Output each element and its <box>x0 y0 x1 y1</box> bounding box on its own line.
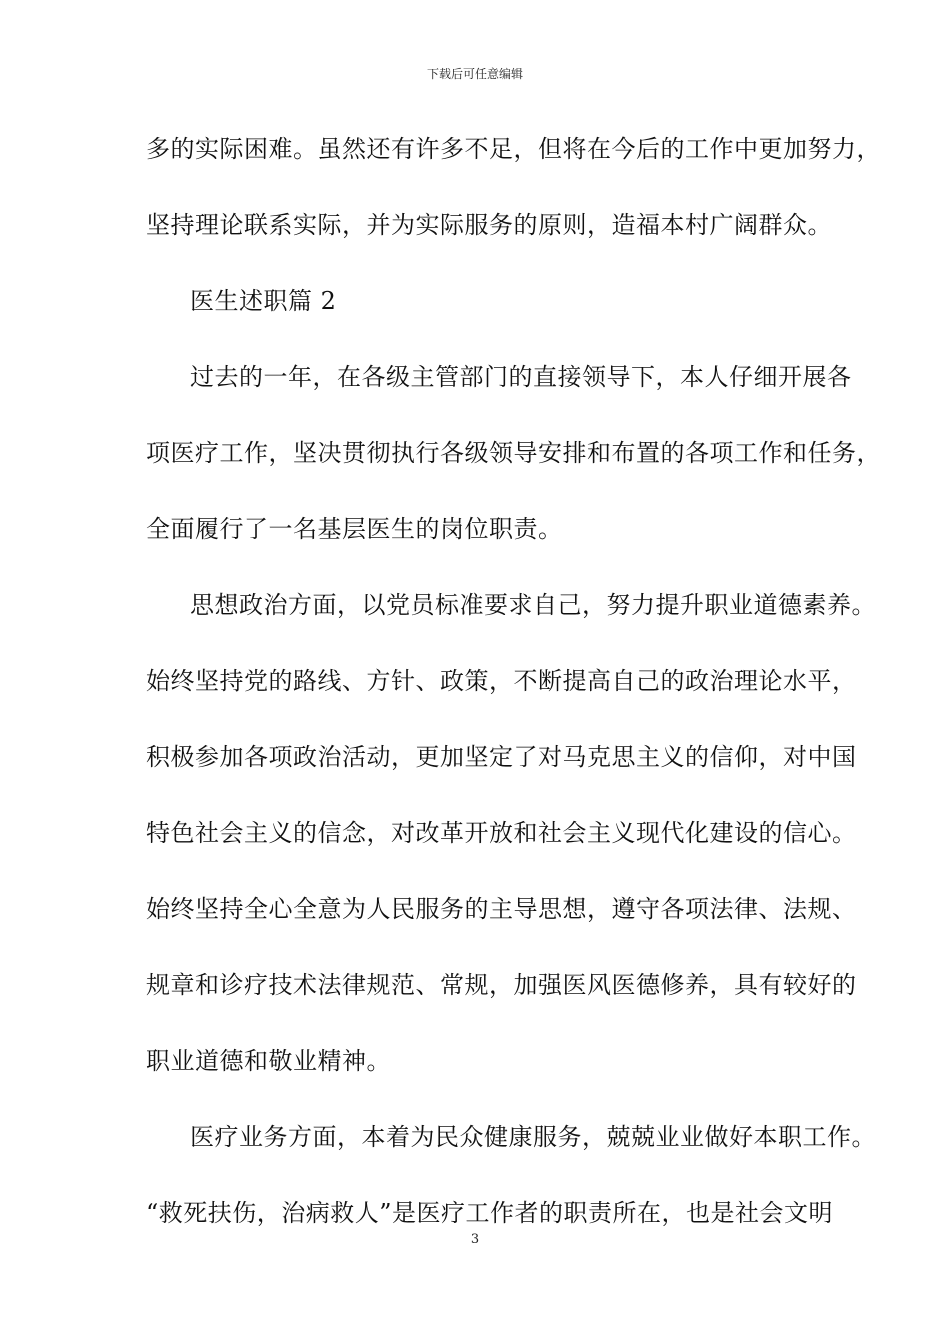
body-line: 多的实际困难。虽然还有许多不足，但将在今后的工作中更加努力， <box>146 135 881 163</box>
body-line: “救死扶伤，治病救人”是医疗工作者的职责所在，也是社会文明 <box>146 1199 834 1227</box>
body-line: 思想政治方面，以党员标准要求自己，努力提升职业道德素养。 <box>190 591 876 619</box>
section-heading: 医生述职篇 2 <box>190 287 337 315</box>
body-line: 项医疗工作，坚决贯彻执行各级领导安排和布置的各项工作和任务， <box>146 439 881 467</box>
body-line: 始终坚持党的路线、方针、政策，不断提高自己的政治理论水平， <box>146 667 857 695</box>
body-line: 始终坚持全心全意为人民服务的主导思想，遵守各项法律、法规、 <box>146 895 857 923</box>
body-line: 全面履行了一名基层医生的岗位职责。 <box>146 515 563 543</box>
page-header: 下载后可任意编辑 <box>426 67 523 81</box>
body-line: 坚持理论联系实际，并为实际服务的原则，造福本村广阔群众。 <box>146 211 832 239</box>
body-line: 职业道德和敬业精神。 <box>146 1047 391 1075</box>
body-line: 积极参加各项政治活动，更加坚定了对马克思主义的信仰，对中国 <box>146 743 857 771</box>
body-line: 特色社会主义的信念，对改革开放和社会主义现代化建设的信心。 <box>146 819 857 847</box>
body-line: 规章和诊疗技术法律规范、常规，加强医风医德修养，具有较好的 <box>146 971 857 999</box>
page-number: 3 <box>470 1232 480 1247</box>
body-line: 过去的一年，在各级主管部门的直接领导下，本人仔细开展各 <box>190 363 852 391</box>
body-line: 医疗业务方面，本着为民众健康服务，兢兢业业做好本职工作。 <box>190 1123 876 1151</box>
